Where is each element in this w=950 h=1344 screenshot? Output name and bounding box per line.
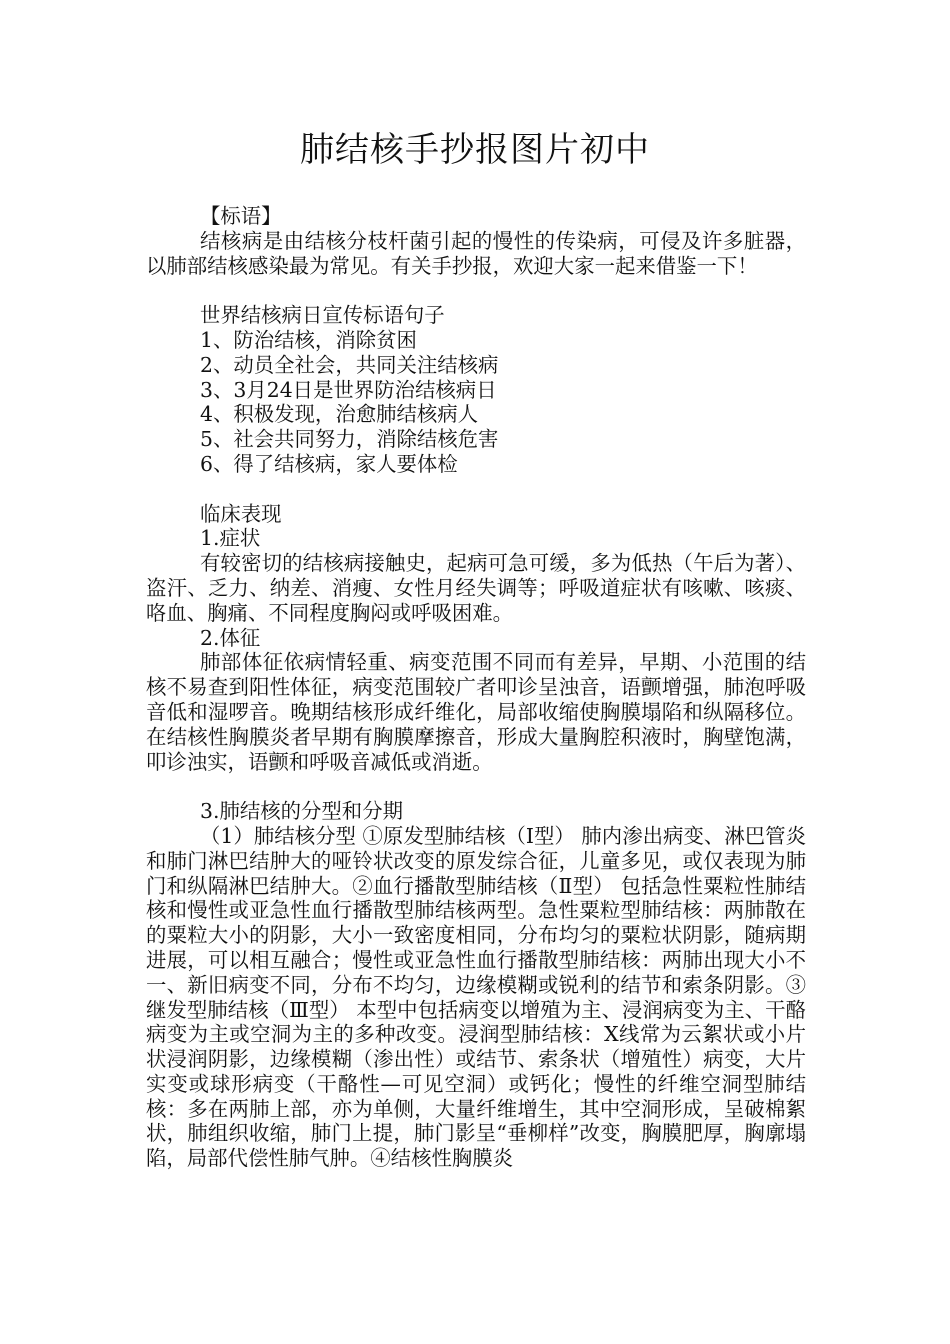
slogan-heading: 【标语】 xyxy=(200,204,282,228)
list-item: 3、3月24日是世界防治结核病日 xyxy=(200,377,497,402)
classification-paragraph: （1）肺结核分型 ①原发型肺结核（Ⅰ型） 肺内渗出病变、淋巴管炎和肺门淋巴结肿大的哑铃状改变的原发综合征，儿童多见，或仅表现为肺门和纵隔淋巴结肿大。②血行播散型肺结核（Ⅱ型） 包括急性粟粒性肺结核和慢性或亚急性血行播散型肺结核两型。急性粟粒型肺结核：两肺散在的粟粒大小的阴影，大小一致密度相同，分布均匀的粟粒状阴影，随病期进展，可以相互融合；慢性或亚急性血行播散型肺结核：两肺出现大小不一、新旧病变不同，分布不均匀，边缘模糊或锐利的结节和索条阴影。③继发型肺结核（Ⅲ型） 本型中包括病变以增殖为主、浸润病变为主、干酪病变为主或空洞为主的多种改变。浸润型肺结核：X线常为云絮状或小片状浸润阴影，边缘模糊（渗出性）或结节、索条状（增殖性）病变，大片实变或球形病变（干酪性—可见空洞）或钙化；慢性的纤维空洞型肺结核：多在两肺上部，亦为单侧，大量纤维增生，其中空洞形成，呈破棉絮状，肺组织收缩，肺门上提，肺门影呈“垂柳样”改变，胸膜肥厚，胸廓塌陷，局部代偿性肺气肿。④结核性胸膜炎 xyxy=(146,823,806,1171)
list-item: 6、得了结核病，家人要体检 xyxy=(200,451,458,476)
list-item: 4、积极发现，治愈肺结核病人 xyxy=(200,402,479,427)
list-item: 5、社会共同努力，消除结核危害 xyxy=(200,427,499,452)
intro-paragraph: 结核病是由结核分枝杆菌引起的慢性的传染病，可侵及许多脏器，以肺部结核感染最为常见。有关手抄报，欢迎大家一起来借鉴一下！ xyxy=(146,228,806,278)
signs-paragraph: 肺部体征依病情轻重、病变范围不同而有差异，早期、小范围的结核不易查到阳性体征，病变范围较广者叩诊呈浊音，语颤增强，肺泡呼吸音低和湿啰音。晚期结核形成纤维化，局部收缩使胸膜塌陷和纵隔移位。在结核性胸膜炎者早期有胸膜摩擦音，形成大量胸腔积液时，胸壁饱满，叩诊浊实，语颤和呼吸音减低或消逝。 xyxy=(146,650,806,774)
list-item: 1、防治结核，消除贫困 xyxy=(200,327,417,352)
signs-heading: 2.体征 xyxy=(200,625,261,650)
classification-heading: 3.肺结核的分型和分期 xyxy=(200,799,403,824)
list-item: 2、动员全社会，共同关注结核病 xyxy=(200,352,499,377)
document-body xyxy=(146,204,806,1171)
symptoms-paragraph: 有较密切的结核病接触史，起病可急可缓，多为低热（午后为著）、盗汗、乏力、纳差、消瘦、女性月经失调等；呼吸道症状有咳嗽、咳痰、咯血、胸痛、不同程度胸闷或呼吸困难。 xyxy=(146,551,806,625)
slogans-heading: 世界结核病日宣传标语句子 xyxy=(200,303,445,328)
spacer xyxy=(146,477,806,502)
spacer xyxy=(146,278,806,303)
symptoms-heading: 1.症状 xyxy=(200,526,261,551)
slogan-list xyxy=(146,328,806,477)
document-title: 肺结核手抄报图片初中 xyxy=(300,130,650,170)
spacer xyxy=(146,774,806,799)
clinical-heading: 临床表现 xyxy=(200,501,282,526)
